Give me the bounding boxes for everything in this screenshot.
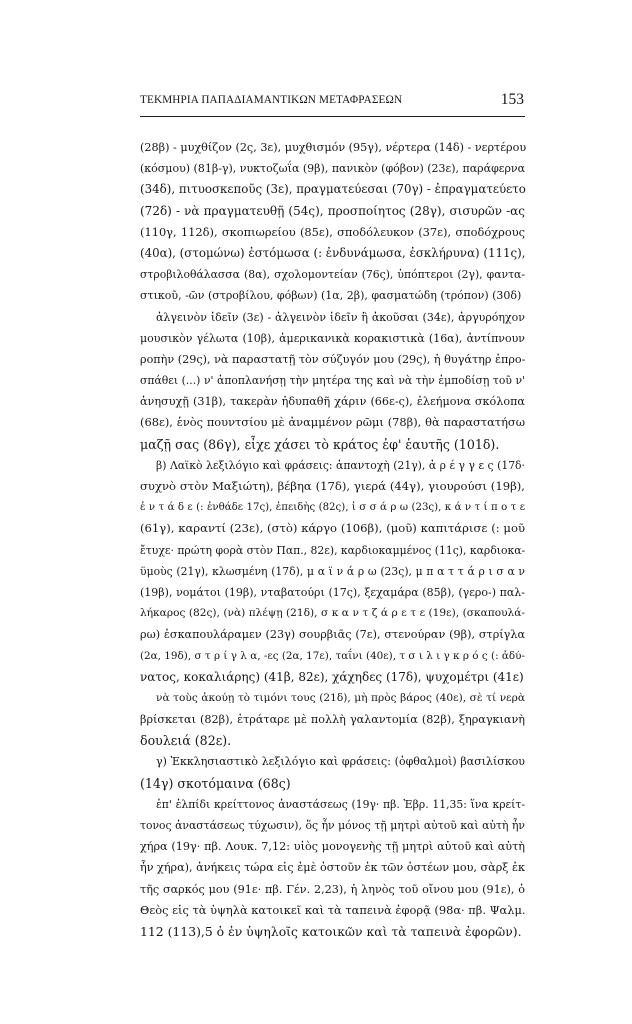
text-line: (19β), νομάτοι (19β), νταβατούρι (17ς), ξεχαμάρα (85β), (γερο-) παλ- [140,585,525,599]
text-line: σπάθει (...) ν' ἀποπλανήσῃ τὴν μητέρα της καὶ νὰ τὴν ἐμποδίσῃ τοῦ ν' [140,374,525,388]
text-line: τονος ἀναστάσεως τύχωσιν), ὅς ἦν μόνος τῇ μητρὶ αὐτοῦ καὶ αὐτὴ ἦν [140,819,525,832]
text-line: ἀνησυχῇ (31β), τακερὰν ἠδυπαθῆ χάριν (66ε-ς), ἐλεήμονα σκόλοπα [140,395,525,409]
text-line: νὰ τοὺς ἀκούῃ τὸ τιμόνι τους (21δ), μὴ πρὸς βάρος (40ε), σὲ τί νερὰ [156,691,525,704]
text-line: ρω) ἐσκαπουλάραμεν (23γ) σουρβιᾶς (7ε), στενούραν (9β), στρίγλα [140,628,525,642]
header-rule [140,116,525,117]
text-line: βρίσκεται (82β), ἐτράταρε μὲ πολλὴ γαλαντομία (82β), ξηραγκιανὴ [140,713,525,727]
text-line: στροβιλοθάλασσα (8α), σχολομοντείαν (76ς), ὑπόπτεροι (2γ), φαντα- [140,268,525,282]
body-text [140,137,525,942]
text-line: (40α), (στομώνω) ἐστόμωσα (: ἐνδυνάμωσα, ἐσκλήρυνα) (111ς), [140,245,526,260]
text-line: ροπὴν (29ς), νὰ παραστατῇ τὸν σύζυγόν μου (29ς), ἡ θυγάτηρ ἐπρο- [140,352,526,366]
text-line: μαζῇ σας (86γ), εἶχε χάσει τὸ κράτος ἐφ' ἑαυτῆς (101δ). [140,436,500,452]
text-line: δουλειά (82ε). [140,733,232,749]
text-line: (61γ), καραντί (23ε), (στὸ) κάργο (106β), (μοῦ) καπιτάρισε (: μοῦ [140,521,525,536]
text-line: (34δ), πιτυοσκεποῦς (3ε), πραγματεύεσαι (70γ) - ἐπραγματεύετο [140,182,526,197]
text-line: ϋμοὺς (21γ), κλωσμένη (17δ), μ α ϊ ν ά ρ ω (23ς), μ π α τ τ ά ρ ι σ α ν [140,564,525,578]
text-line: νατος, κοκαλιάρης) (41β, 82ε), χάχηδες (17δ), ψυχομέτρι (41ε) [140,669,524,684]
text-line: (2α, 19δ), σ τ ρ ί γ λ α, -ες (2α, 17ε), ταΐνι (40ε), τ σ ι λ ι γ κ ρ ό ς (: ἀδύ- [140,649,525,662]
running-title: ΤΕΚΜΗΡΙΑ ΠΑΠΑΔΙΑΜΑΝΤΙΚΩΝ ΜΕΤΑΦΡΑΣΕΩΝ [140,94,403,106]
text-line: ἐπ' ἐλπίδι κρείττονος ἀναστάσεως (19γ· πβ. Ἑβρ. 11,35: ἵνα κρείτ- [156,797,525,811]
text-line: β) Λαϊκὸ λεξιλόγιο καὶ φράσεις: ἀπαντοχὴ (21γ), ἀ ρ έ γ γ ε ς (17δ· [156,458,525,472]
text-line: (14γ) σκοτόμαινα (68ς) [140,775,291,791]
text-line: ἀλγεινὸν ἰδεῖν (3ε) - ἀλγεινὸν ἰδεῖν ἢ ἀκοῦσαι (34ε), ἀργυρόηχον [156,310,525,324]
text-line: στικοῦ, -ῶν (στροβίλου, φόβων) (1α, 2β), φασματώδη (τρόπον) (30δ) [140,289,522,303]
text-line: τῆς σαρκός μου (91ε· πβ. Γέν. 2,23), ἡ ληνὸς τοῦ οἴνου μου (91ε), ὁ [140,882,525,896]
text-line: ἔτυχε· πρώτη φορὰ στὸν Παπ., 82ε), καρδιοκαμμένος (11ς), καρδιοκα- [140,543,526,557]
text-line: 112 (113),5 ὁ ἐν ὑψηλοῖς κατοικῶν καὶ τὰ ταπεινὰ ἐφορῶν). [140,923,522,939]
running-header [140,92,524,114]
text-line: συχνὸ στὸν Μαξιώτη), βέβηα (17δ), γιερά (44γ), γιουρούσι (19β), [140,479,525,493]
text-line: Θεὸς εἰς τὰ ὑψηλὰ κατοικεῖ καὶ τὰ ταπεινὰ ἐφορᾷ (98α· πβ. Ψαλμ. [140,902,526,917]
text-line: ἐ ν τ ά δ ε (: ἐνθάδε 17ς), ἐπειδὴς (82ς), ἰ σ σ ά ρ ω (23ς), κ ά ν τ ί π ο τ ε [140,502,525,514]
text-line: λήκαρος (82ς), (νὰ) πλέψῃ (21δ), σ κ α ν τ ζ ά ρ ε τ ε (19ε), (σκαπουλά- [140,607,525,620]
text-line: (110γ, 112δ), σκοπιωρείου (85ε), σποδόλευκον (37ε), σποδόχρους [140,224,525,239]
text-line: (68ε), ἑνὸς πουντσίου μὲ ἀναμμένον ρῶμι (78β), θὰ παραστατήσω [140,415,525,430]
text-line: (κόσμου) (81β-γ), νυκτοζωΐα (9β), πανικὸν (φόβον) (23ε), παράφερνα [140,162,526,176]
text-line: χήρα (19γ· πβ. Λουκ. 7,12: υἱὸς μονογενὴς τῇ μητρὶ αὐτοῦ καὶ αὐτὴ [140,840,525,854]
text-line: γ) Ἐκκλησιαστικὸ λεξιλόγιο καὶ φράσεις: (ὀφθαλμοὶ) βασιλίσκου [156,755,525,769]
text-line: (28β) - μυχθίζον (2ς, 3ε), μυχθισμόν (95γ), νέρτερα (14δ) - νερτέρου [140,141,527,154]
text-line: (72δ) - νὰ πραγματευθῇ (54ς), προσποίητος (28γ), σισυρῶν -ας [140,203,525,218]
text-line: ἦν χήρα), ἀνήκεις τώρα εἰς ἐμὲ ὀστοῦν ἐκ τῶν ὀστέων μου, σὰρξ ἐκ [140,861,525,875]
text-line: μουσικὸν γέλωτα (10β), ἀμερικανικὰ κορακιστικὰ (16α), ἀντίπνουν [140,331,525,345]
page-number: 153 [500,91,524,108]
